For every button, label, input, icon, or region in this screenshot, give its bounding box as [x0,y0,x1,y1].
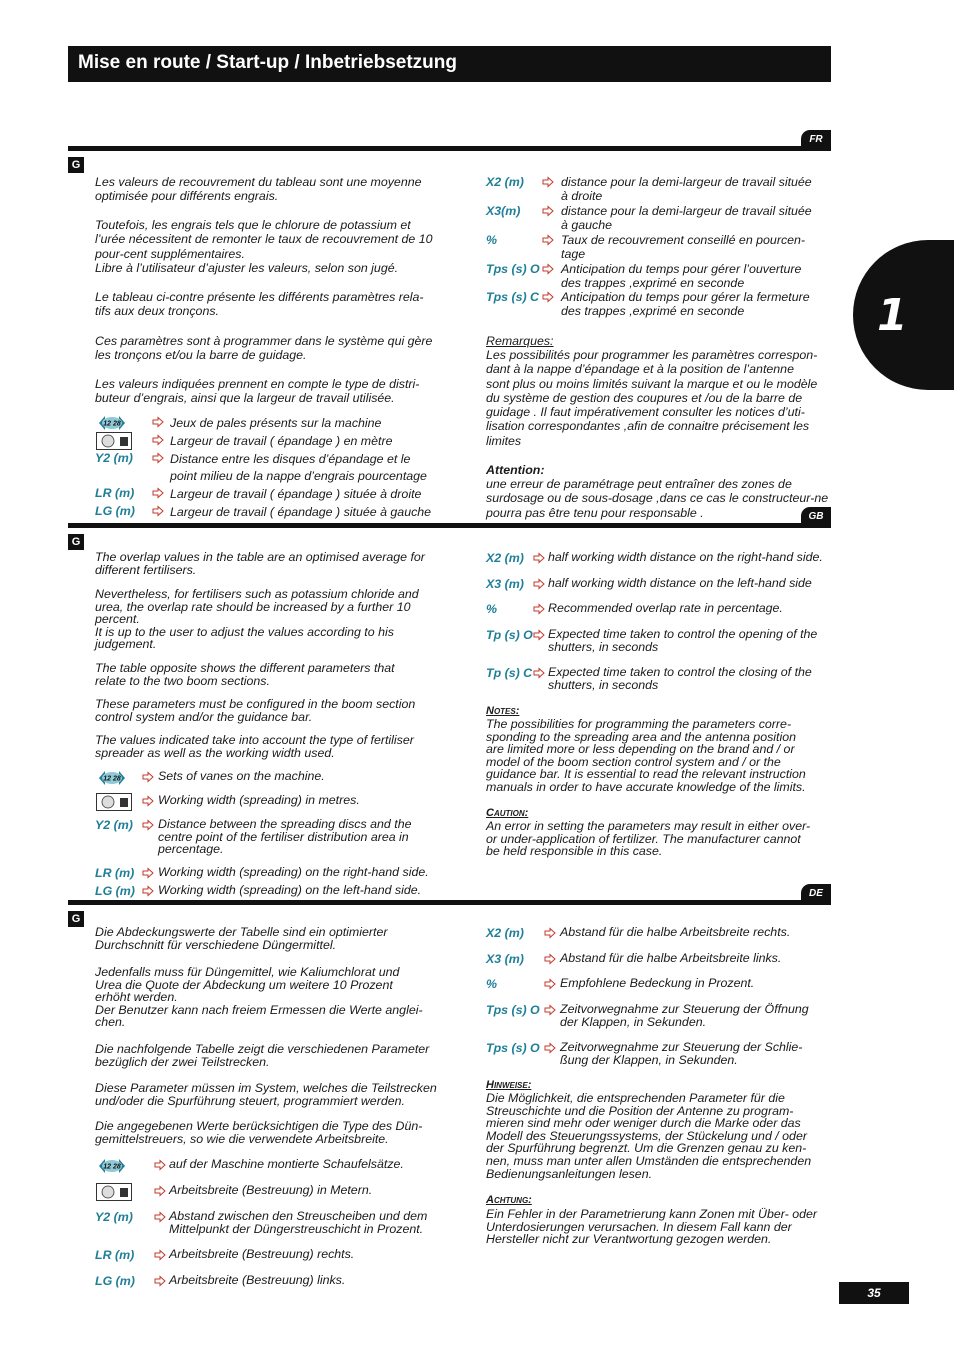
arrow-icon [152,434,164,446]
parameter-description: Anticipation du temps pour gérer l’ouverture des trappes ,exprimé en seconde [561,262,802,291]
g-badge: G [68,157,84,173]
language-tab-fr: FR [801,130,831,150]
disc-icon-label: 12 28 [103,1163,121,1171]
arrow-icon [154,1185,166,1197]
page-number: 35 [839,1282,909,1304]
arrow-icon [154,1159,166,1171]
caution-heading: Achtung: [486,1194,532,1206]
parameter-label: LR (m) [95,866,135,880]
parameter-label: Tps (s) O [486,262,540,276]
arrow-icon [154,1211,166,1223]
parameter-description: distance pour la demi-largeur de travail située à gauche [561,204,812,233]
language-tab-gb: GB [801,507,831,527]
parameter-description: Recommended overlap rate in percentage. [548,601,783,615]
arrow-icon [154,1275,166,1287]
arrow-icon [544,1004,556,1016]
language-tab-de: DE [801,884,831,904]
intro-paragraph: Ces paramètres sont à programmer dans le système qui gère les tronçons et/ou la barre de guidage. [95,334,433,363]
intro-paragraph: The overlap values in the table are an optimised average for different fertilisers. [95,550,425,577]
parameter-description: Empfohlene Bedeckung in Prozent. [560,976,755,990]
parameter-label: LG (m) [95,884,135,898]
parameter-label: Tp (s) C [486,666,533,680]
arrow-icon [154,1249,166,1261]
arrow-icon [152,505,164,517]
parameter-label: Tp (s) O [486,628,533,642]
caution-heading: Attention: [486,463,545,477]
parameter-label: % [486,233,498,247]
arrow-icon [544,927,556,939]
chapter-number: 1 [877,290,908,341]
parameter-label: X3(m) [486,204,521,218]
g-badge: G [68,534,84,550]
arrow-icon [544,978,556,990]
parameter-description: Working width (spreading) in metres. [158,793,360,807]
parameter-label: % [486,977,498,991]
arrow-icon [533,552,545,564]
notes-text: Die Möglichkeit, die entsprechenden Parameter für die Streuschichte und die Position der Antenne zu program- mieren sind mehr oder weniger durch die Marke oder das Modell des Steuerungssystems, der Stückelung und / oder der Spurführung begrenzt. Um die Grenzen genau zu ken- nen, muss man unter allen Umständen die entsprechenden Bedienungsanleitungen lesen. [486,1091,812,1181]
notes-text: The possibilities for programming the parameters corre- sponding to the spreading area and the antenna position are limited more or less depending on the brand and / or model of the boom section control system and / or the guidance bar. It is essential to read the relevant instruction manuals in order to have accurate knowledge of the limits. [486,717,806,794]
intro-paragraph: Toutefois, les engrais tels que le chlorure de potassium et l’urée nécessitent de remonter le taux de recouvrement de 10 pour-cent supplémentaires. Libre à l’utilisateur d’ajuster les valeurs, selon son jugé. [95,218,433,275]
disc-icon [97,1158,127,1174]
disc-icon [97,770,127,786]
arrow-icon [152,416,164,428]
parameter-label: X3 (m) [486,577,524,591]
parameter-description: Working width (spreading) on the left-hand side. [158,883,422,897]
notes-heading: Hinweise: [486,1079,532,1091]
parameter-description: half working width distance on the left-hand side [548,576,812,590]
arrow-icon [542,263,554,275]
parameter-description: Taux de recouvrement conseillé en pourcen- tage [561,233,806,262]
parameter-description: Arbeitsbreite (Bestreuung) in Metern. [169,1183,373,1197]
intro-paragraph: Diese Parameter müssen im System, welches die Teilstrecken und/oder die Spurführung steuert, programmiert werden. [95,1081,437,1108]
arrow-icon [544,1042,556,1054]
intro-paragraph: Le tableau ci-contre présente les différents paramètres rela- tifs aux deux tronçons. [95,290,424,319]
page-header [68,46,831,82]
parameter-label: Tps (s) O [486,1041,540,1055]
notes-heading: Remarques: [486,334,554,348]
section-divider-fr [68,146,831,151]
caution-text: An error in setting the parameters may result in either over- or under-application of fertilizer. The manufacturer cannot be held responsible in this case. [486,819,811,859]
arrow-icon [142,819,154,831]
caution-text: une erreur de paramétrage peut entraîner des zones de surdosage ou de sous-dosage ,dans ce cas le constructeur-ne pourra pas être tenu pour responsable . [486,477,829,520]
parameter-description: Abstand für die halbe Arbeitsbreite links. [560,951,782,965]
arrow-icon [142,771,154,783]
parameter-description: Largeur de travail ( épandage ) située à gauche [170,505,432,519]
parameter-description: Distance between the spreading discs and the centre point of the fertiliser distribution area in percentage. [158,817,412,857]
arrow-icon [142,795,154,807]
intro-paragraph: Les valeurs de recouvrement du tableau sont une moyenne optimisée pour différents engrais. [95,175,422,204]
parameter-label: Tps (s) C [486,290,540,304]
caution-heading: Caution: [486,807,529,819]
parameter-label: % [486,602,498,616]
parameter-description: Anticipation du temps pour gérer la fermeture des trappes ,exprimé en seconde [561,290,810,319]
parameter-description: Expected time taken to control the closing of the shutters, in seconds [548,665,812,692]
arrow-icon [142,867,154,879]
intro-paragraph: The table opposite shows the different parameters that relate to the two boom sections. [95,661,395,688]
parameter-description: Expected time taken to control the opening of the shutters, in seconds [548,627,818,654]
parameter-description: Abstand für die halbe Arbeitsbreite rechts. [560,925,791,939]
intro-paragraph: These parameters must be configured in the boom section control system and/or the guidance bar. [95,697,416,724]
arrow-icon [542,234,554,246]
parameter-label: Y2 (m) [95,1210,133,1224]
parameter-label: X2 (m) [486,926,524,940]
parameter-description: distance pour la demi-largeur de travail située à droite [561,175,812,204]
section-divider-gb [68,523,831,528]
section-divider-de [68,900,831,905]
parameter-description: Largeur de travail ( épandage ) située à droite [170,487,422,501]
parameter-description: Jeux de pales présents sur la machine [170,416,382,430]
parameter-label: X2 (m) [486,551,524,565]
intro-paragraph: Nevertheless, for fertilisers such as potassium chloride and urea, the overlap rate should be increased by a further 10 percent. It is up to the user to adjust the values according to his judgement. [95,587,419,652]
arrow-icon [142,885,154,897]
parameter-label: Y2 (m) [95,451,133,465]
intro-paragraph: Les valeurs indiquées prennent en compte le type de distri- buteur d’engrais, ainsi que la largeur de travail utilisée. [95,377,420,406]
parameter-description: Working width (spreading) on the right-hand side. [158,865,429,879]
parameter-description: Zeitvorwegnahme zur Steuerung der Schlie- ßung der Klappen, in Sekunden. [560,1040,803,1067]
parameter-description: Zeitvorwegnahme zur Steuerung der Öffnung der Klappen, in Sekunden. [560,1002,809,1029]
working-width-icon [96,432,132,450]
chapter-tab [853,240,954,390]
intro-paragraph: Jedenfalls muss für Düngemittel, wie Kaliumchlorat und Urea die Quote der Abdeckung um weitere 10 Prozent erhöht werden. Der Benutzer kann nach freiem Ermessen die Werte anglei- chen. [95,965,423,1030]
disc-icon-label: 12 28 [103,420,121,428]
arrow-icon [533,629,545,641]
parameter-label: X2 (m) [486,175,524,189]
arrow-icon [542,205,554,217]
arrow-icon [542,176,554,188]
parameter-description: Sets of vanes on the machine. [158,769,325,783]
parameter-label: X3 (m) [486,952,524,966]
notes-text: Les possibilités pour programmer les paramètres correspon- dant à la nappe d’épandage et à la position de l’antenne sont plus ou moins limités suivant la marque et ou le modèle du système de gestion des coupures et /ou de la barre de guidage . Il faut impérativement consulter les notices d’uti- lisation correspondantes ,afin de connaitre précisement les limites [486,348,818,448]
intro-paragraph: Die Abdeckungswerte der Tabelle sind ein optimierter Durchschnitt für verschiedene Düngermittel. [95,925,388,952]
parameter-label: Y2 (m) [95,818,133,832]
parameter-description: half working width distance on the right-hand side. [548,550,823,564]
arrow-icon [542,291,554,303]
disc-icon-label: 12 28 [103,775,121,783]
parameter-label: LR (m) [95,1248,135,1262]
arrow-icon [533,603,545,615]
page-title: Mise en route / Start-up / Inbetriebsetzung [78,52,457,73]
parameter-description: auf der Maschine montierte Schaufelsätze. [169,1157,404,1171]
arrow-icon [152,487,164,499]
parameter-label: LR (m) [95,486,135,500]
intro-paragraph: Die angegebenen Werte berücksichtigen die Type des Dün- gemittelstreuers, so wie die verwendete Arbeitsbreite. [95,1119,423,1146]
intro-paragraph: The values indicated take into account the type of fertiliser spreader as well as the working width used. [95,733,414,760]
parameter-label: Tps (s) O [486,1003,540,1017]
working-width-icon [96,793,132,811]
g-badge: G [68,911,84,927]
disc-icon [97,415,127,431]
arrow-icon [533,667,545,679]
parameter-label: LG (m) [95,504,135,518]
intro-paragraph: Die nachfolgende Tabelle zeigt die verschiedenen Parameter bezüglich der zwei Teilstrecken. [95,1042,430,1069]
parameter-description: Arbeitsbreite (Bestreuung) rechts. [169,1247,355,1261]
working-width-icon [96,1183,132,1201]
arrow-icon [152,452,164,464]
arrow-icon [544,953,556,965]
parameter-description: Abstand zwischen den Streuscheiben und dem Mittelpunkt der Düngerstreuschicht in Prozent. [169,1209,428,1236]
parameter-label: LG (m) [95,1274,135,1288]
caution-text: Ein Fehler in der Parametrierung kann Zonen mit Über- oder Unterdosierungen verursachen. In diesem Fall kann der Hersteller nicht zur Verantwortung gezogen werden. [486,1207,818,1247]
arrow-icon [533,578,545,590]
notes-heading: Notes: [486,705,520,717]
parameter-description: Arbeitsbreite (Bestreuung) links. [169,1273,346,1287]
parameter-description: Distance entre les disques d’épandage et le point milieu de la nappe d’engrais pourcentage [170,452,427,483]
parameter-description: Largeur de travail ( épandage ) en mètre [170,434,393,448]
